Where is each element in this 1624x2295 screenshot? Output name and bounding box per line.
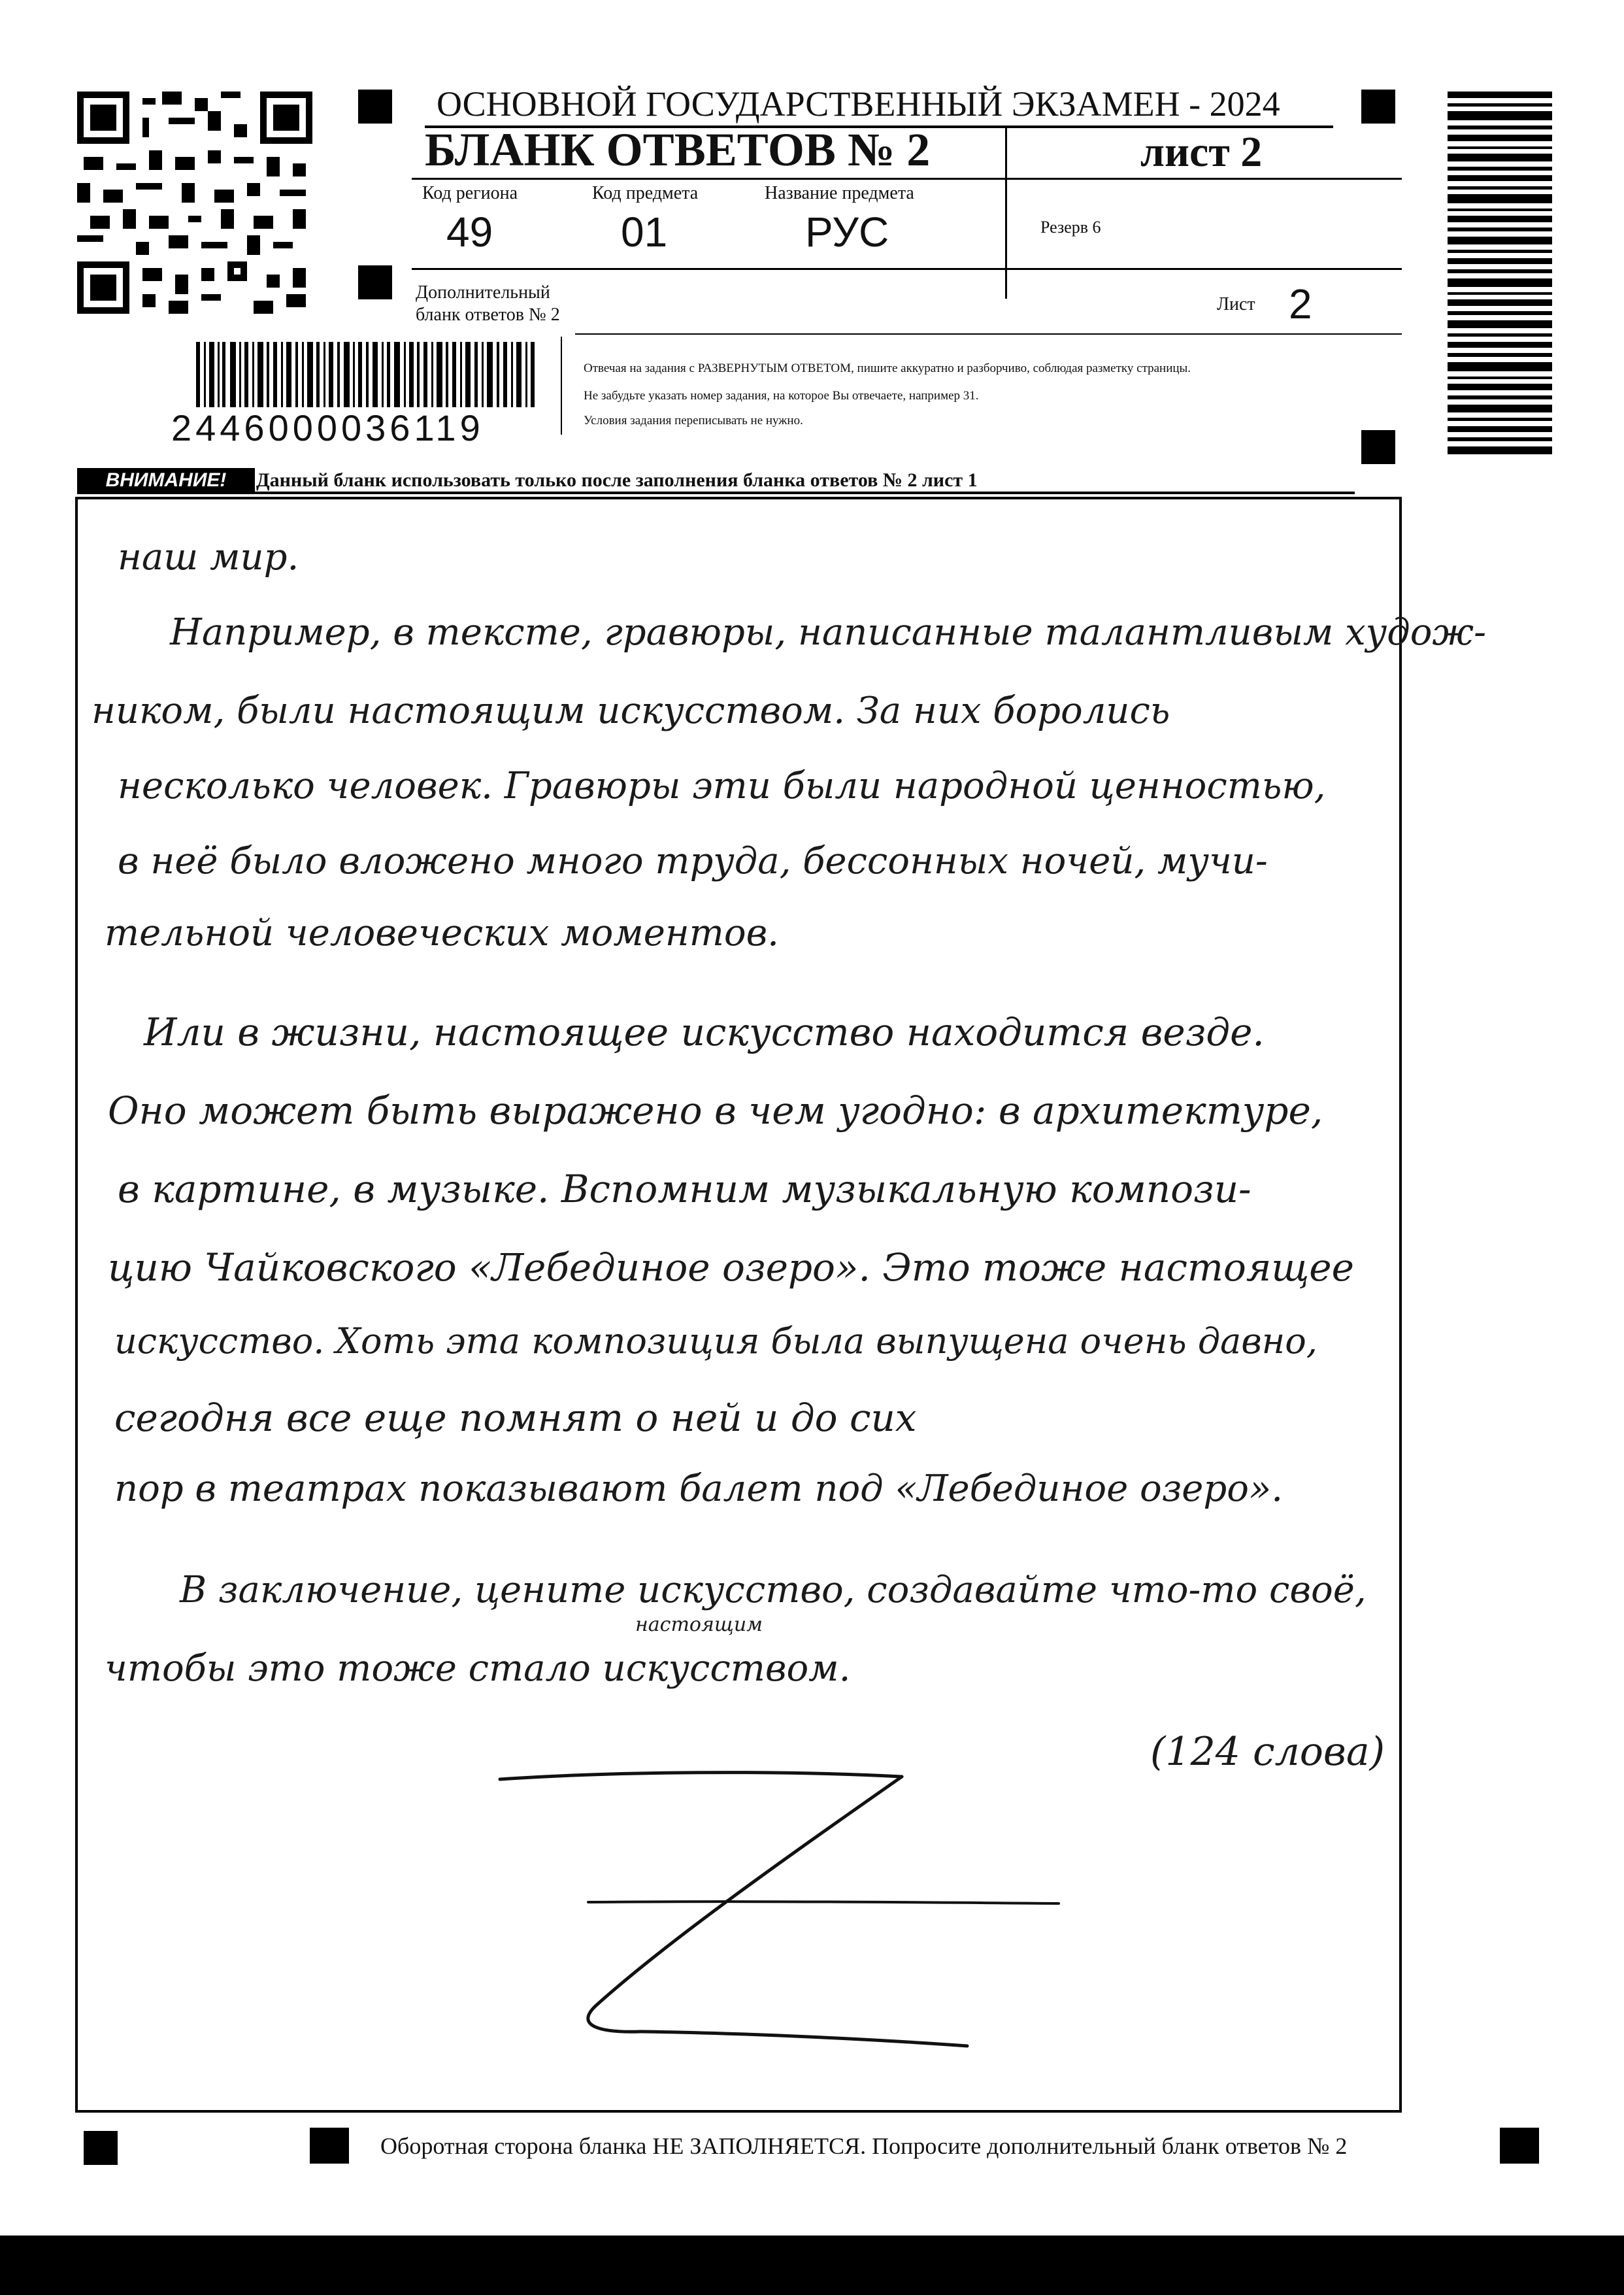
answer-line-13: пор в театрах показывают балет под «Лебединое озеро».: [114, 1467, 1284, 1510]
z-closure-mark: [484, 1758, 1072, 2066]
side-barcode: [1448, 92, 1552, 454]
timing-mark: [358, 90, 392, 124]
warning-text: Данный бланк использовать только после заполнения бланка ответов № 2 лист 1: [256, 469, 978, 491]
warning-badge: ВНИМАНИЕ!: [77, 468, 255, 493]
answer-line-1: наш мир.: [118, 536, 299, 578]
header-rule-1: [412, 178, 1402, 180]
answer-line-10: цию Чайковского «Лебединое озеро». Это тоже настоящее: [108, 1245, 1354, 1290]
instruction-2: Не забудьте указать номер задания, на которое Вы отвечаете, например 31.: [584, 389, 979, 403]
exam-title: ОСНОВНОЙ ГОСУДАРСТВЕННЫЙ ЭКЗАМЕН - 2024: [437, 84, 1280, 124]
header-divider: [1005, 127, 1007, 299]
answer-line-2: Например, в тексте, гравюры, написанные талантливым худож-: [170, 611, 1487, 654]
reserve-label: Резерв 6: [1040, 218, 1101, 237]
qr-code: [77, 92, 312, 314]
header-rule-2: [412, 268, 1402, 270]
barcode-number: 2446000036119: [171, 407, 484, 448]
answer-line-15: чтобы это тоже стало искусством.: [105, 1647, 851, 1690]
main-barcode: [196, 342, 536, 407]
answer-line-8: Оно может быть выражено в чем угодно: в архитектуре,: [108, 1088, 1323, 1133]
header-rule-3: [575, 333, 1402, 335]
timing-mark: [1361, 430, 1395, 464]
barcode-divider: [561, 337, 562, 435]
region-label: Код региона: [422, 183, 518, 203]
subject-name-value: РУС: [805, 209, 889, 256]
timing-mark: [84, 2131, 118, 2165]
timing-mark: [358, 265, 392, 299]
form-title: БЛАНК ОТВЕТОВ № 2: [425, 124, 931, 176]
answer-line-3: ником, были настоящим искусством. За них боролись: [91, 690, 1170, 732]
sheet-label: Лист: [1217, 294, 1255, 314]
scan-border: [0, 2236, 1624, 2295]
answer-line-14: В заключение, цените искусство, создавайте что-то своё,: [180, 1569, 1367, 1611]
instruction-3: Условия задания переписывать не нужно.: [584, 414, 803, 427]
answer-line-9: в картине, в музыке. Вспомним музыкальную компози-: [118, 1167, 1251, 1211]
timing-mark: [310, 2128, 349, 2164]
subject-code-label: Код предмета: [592, 183, 699, 203]
answer-line-7: Или в жизни, настоящее искусство находится везде.: [144, 1010, 1265, 1054]
insertion-note: настоящим: [635, 1613, 763, 1636]
timing-mark: [1500, 2128, 1539, 2164]
answer-line-11: искусство. Хоть эта композиция была выпущена очень давно,: [114, 1320, 1317, 1362]
answer-line-12: сегодня все еще помнят о ней и до сих: [114, 1396, 917, 1440]
answer-line-5: в неё было вложено много труда, бессонных ночей, мучи-: [118, 840, 1268, 882]
sheet-value: 2: [1289, 280, 1312, 327]
subject-name-label: Название предмета: [765, 183, 914, 203]
warning-underline: [77, 492, 1355, 494]
footer-text: Оборотная сторона бланка НЕ ЗАПОЛНЯЕТСЯ. Попросите дополнительный бланк ответов № 2: [380, 2133, 1348, 2159]
subject-code-value: 01: [621, 209, 668, 256]
answer-line-6: тельной человеческих моментов.: [105, 912, 779, 954]
sheet-title: лист 2: [1140, 128, 1263, 176]
answer-line-4: несколько человек. Гравюры эти были народной ценностью,: [118, 765, 1326, 807]
region-value: 49: [446, 209, 493, 256]
additional-label-2: бланк ответов № 2: [416, 305, 560, 325]
instruction-1: Отвечая на задания с РАЗВЕРНУТЫМ ОТВЕТОМ, пишите аккуратно и разборчиво, соблюдая разметку страницы.: [584, 361, 1191, 375]
timing-mark: [1361, 90, 1395, 124]
additional-label-1: Дополнительный: [416, 282, 550, 303]
word-count: (124 слова): [1150, 1729, 1385, 1775]
